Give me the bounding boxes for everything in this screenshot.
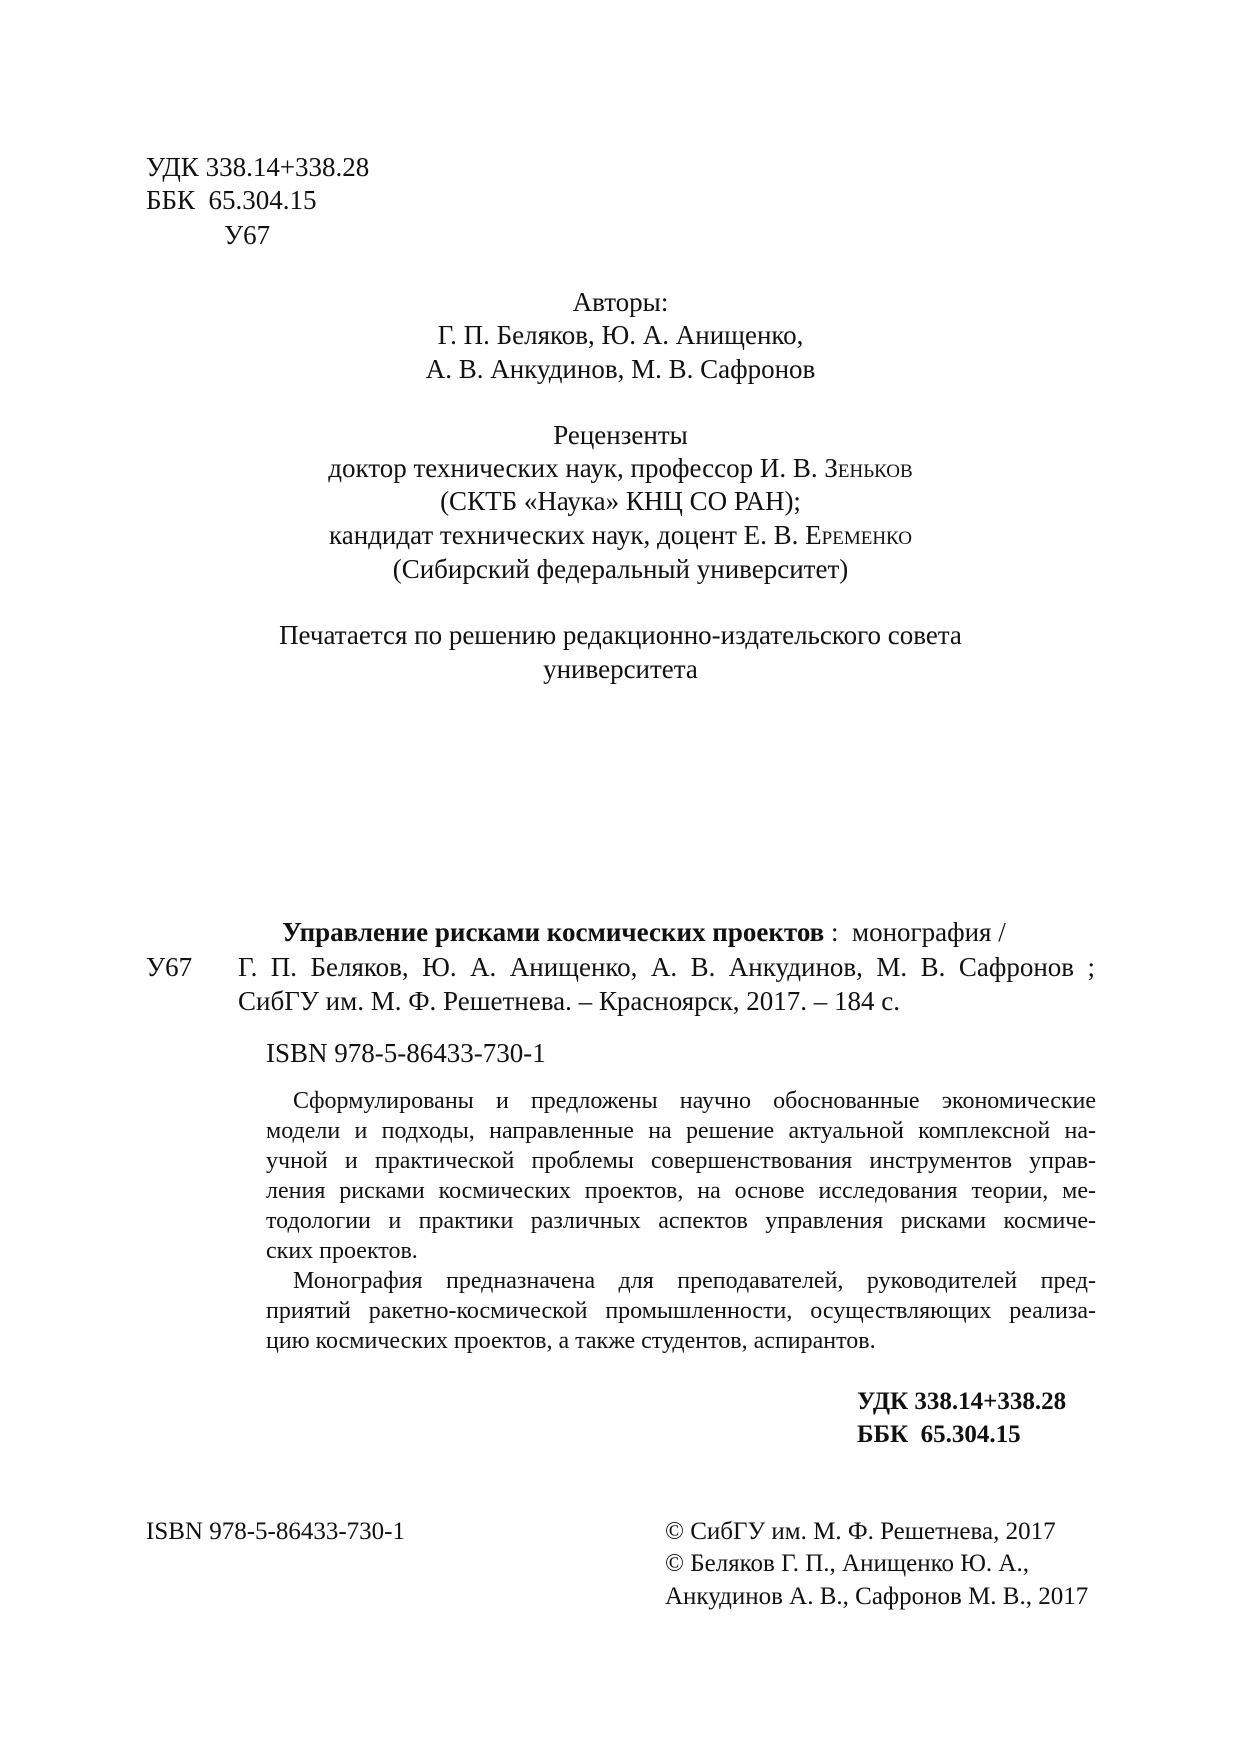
- udk-code-top: УДК 338.14+338.28: [146, 152, 370, 182]
- isbn-footer: ISBN 978-5-86433-730-1: [146, 1518, 406, 1545]
- bbk-code-top: ББК 65.304.15: [146, 185, 317, 215]
- reviewer-1-name: Зеньков: [824, 453, 913, 483]
- reviewers-heading: Рецензенты: [553, 420, 688, 450]
- author-mark-top: У67: [224, 220, 271, 250]
- isbn-bibliography: ISBN 978-5-86433-730-1: [266, 1038, 546, 1068]
- copyright-university: © СибГУ им. М. Ф. Решетнева, 2017: [665, 1518, 1056, 1545]
- abstract-p2-line-1: Монография предназначена для преподавателей, руководителей пред-: [293, 1268, 1096, 1294]
- abstract-p2-line-2: приятий ракетно-космической промышленности, осуществляющих реализа-: [266, 1298, 1096, 1324]
- abstract-p2-line-3: цию космических проектов, а также студентов, аспирантов.: [266, 1328, 876, 1354]
- author-mark-bibliography: У67: [146, 952, 193, 982]
- book-type: : монография /: [824, 917, 1006, 947]
- bibliographic-authors-line: Г. П. Беляков, Ю. А. Анищенко, А. В. Анкудинов, М. В. Сафронов ;: [238, 952, 1095, 982]
- abstract-p1-line-4: ления рисками космических проектов, на основе исследования теории, ме-: [266, 1178, 1096, 1204]
- bibliographic-publisher-line: СибГУ им. М. Ф. Решетнева. – Красноярск, 2017. – 184 с.: [238, 986, 900, 1016]
- authors-heading: Авторы:: [572, 287, 669, 317]
- copyright-authors-line-1: © Беляков Г. П., Анищенко Ю. А.,: [665, 1550, 1029, 1577]
- reviewer-2-org: (Сибирский федеральный университет): [392, 554, 849, 584]
- reviewer-1: [0, 451, 1241, 485]
- abstract-p1-line-2: модели и подходы, направленные на решение актуальной комплексной на-: [266, 1118, 1096, 1144]
- abstract-p1-line-5: тодологии и практики различных аспектов управления рисками космиче-: [266, 1208, 1096, 1234]
- publication-note-line-2: университета: [543, 654, 698, 684]
- bibliographic-title-line: [282, 915, 1006, 949]
- bbk-code-bottom: ББК 65.304.15: [857, 1421, 1021, 1448]
- reviewer-2-name: Еременко: [805, 520, 912, 550]
- abstract-p1-line-3: учной и практической проблемы совершенствования инструментов управ-: [266, 1148, 1096, 1174]
- publication-note-line-1: Печатается по решению редакционно-издательского совета: [279, 620, 962, 650]
- reviewer-1-org: (СКТБ «Наука» КНЦ СО РАН);: [440, 486, 801, 516]
- abstract-p1-line-1: Сформулированы и предложены научно обоснованные экономические: [293, 1088, 1096, 1114]
- book-title: Управление рисками космических проектов: [282, 917, 825, 947]
- authors-line-2: А. В. Анкудинов, М. В. Сафронов: [425, 354, 816, 384]
- reviewer-2-degree: кандидат технических наук, доцент Е. В.: [329, 520, 806, 550]
- copyright-authors-line-2: Анкудинов А. В., Сафронов М. В., 2017: [665, 1583, 1089, 1610]
- abstract-p1-line-6: ских проектов.: [266, 1238, 418, 1264]
- authors-line-1: Г. П. Беляков, Ю. А. Анищенко,: [437, 320, 804, 350]
- udk-code-bottom: УДК 338.14+338.28: [857, 1388, 1067, 1415]
- reviewer-2: [0, 518, 1241, 552]
- reviewer-1-degree: доктор технических наук, профессор И. В.: [328, 453, 825, 483]
